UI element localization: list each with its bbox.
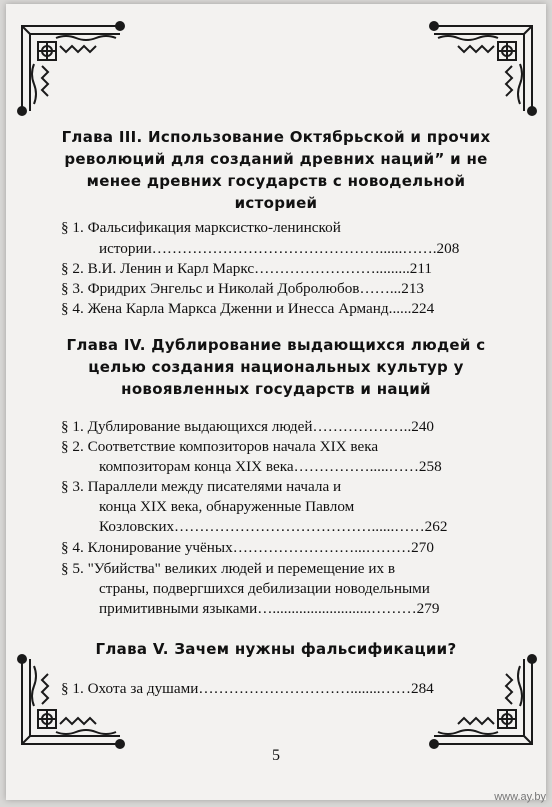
- chapter-heading-line: Глава V. Зачем нужны фальсификации?: [95, 640, 457, 658]
- watermark-text: www.ay.by: [494, 791, 546, 803]
- toc-entry: композиторам конца XIX века…………….....……258: [99, 458, 442, 475]
- toc-entry: § 3. Параллели между писателями начала и: [61, 478, 342, 495]
- chapter-heading-line: Глава III. Использование Октябрьской и прочих: [61, 128, 491, 146]
- toc-entry: Козловских…………………………………......……262: [99, 518, 448, 535]
- book-page: [6, 4, 546, 800]
- chapter-heading-line: историей: [234, 194, 318, 212]
- corner-ornament-bottom-left: [16, 654, 128, 754]
- toc-entry: § 3. Фридрих Энгельс и Николай Добролюбов……...213: [61, 280, 425, 297]
- toc-entry: § 4. Жена Карла Маркса Дженни и Инесса Арманд......224: [61, 300, 435, 317]
- chapter-4-heading: [6, 334, 546, 400]
- toc-entry: истории………………………………………......…….208: [99, 240, 460, 257]
- toc-entry: § 1. Фальсификация марксистко-ленинской: [61, 219, 341, 236]
- toc-entry: § 5. "Убийства" великих людей и перемещение их в: [61, 560, 396, 577]
- chapter-heading-line: революций для созданий древних наций” и не: [64, 150, 488, 168]
- toc-entry: конца XIX века, обнаруженные Павлом: [99, 498, 355, 515]
- chapter-3-heading: [6, 126, 546, 214]
- toc-entry: § 2. Соответствие композиторов начала XIX века: [61, 438, 379, 455]
- toc-entry: страны, подвергшихся дебилизации новодельными: [99, 580, 430, 597]
- corner-ornament-bottom-right: [426, 654, 538, 754]
- toc-entry: § 1. Охота за душами…………………………........……284: [61, 680, 434, 697]
- corner-ornament-top-left: [16, 16, 128, 116]
- chapter-heading-line: целью создания национальных культур у: [88, 358, 464, 376]
- toc-entry: § 1. Дублирование выдающихся людей………………..240: [61, 418, 435, 435]
- corner-ornament-top-right: [426, 16, 538, 116]
- toc-entry: § 2. В.И. Ленин и Карл Маркс…………………….........211: [61, 260, 433, 277]
- toc-entry: примитивными языками…..........................………279: [99, 600, 440, 617]
- chapter-heading-line: менее древних государств с новодельной: [86, 172, 466, 190]
- toc-entry: § 4. Клонирование учёных……………………...………270: [61, 539, 434, 556]
- chapter-5-heading: [6, 638, 546, 660]
- chapter-heading-line: новоявленных государств и наций: [121, 380, 431, 398]
- page-number: 5: [272, 747, 280, 764]
- chapter-heading-line: Глава IV. Дублирование выдающихся людей с: [66, 336, 486, 354]
